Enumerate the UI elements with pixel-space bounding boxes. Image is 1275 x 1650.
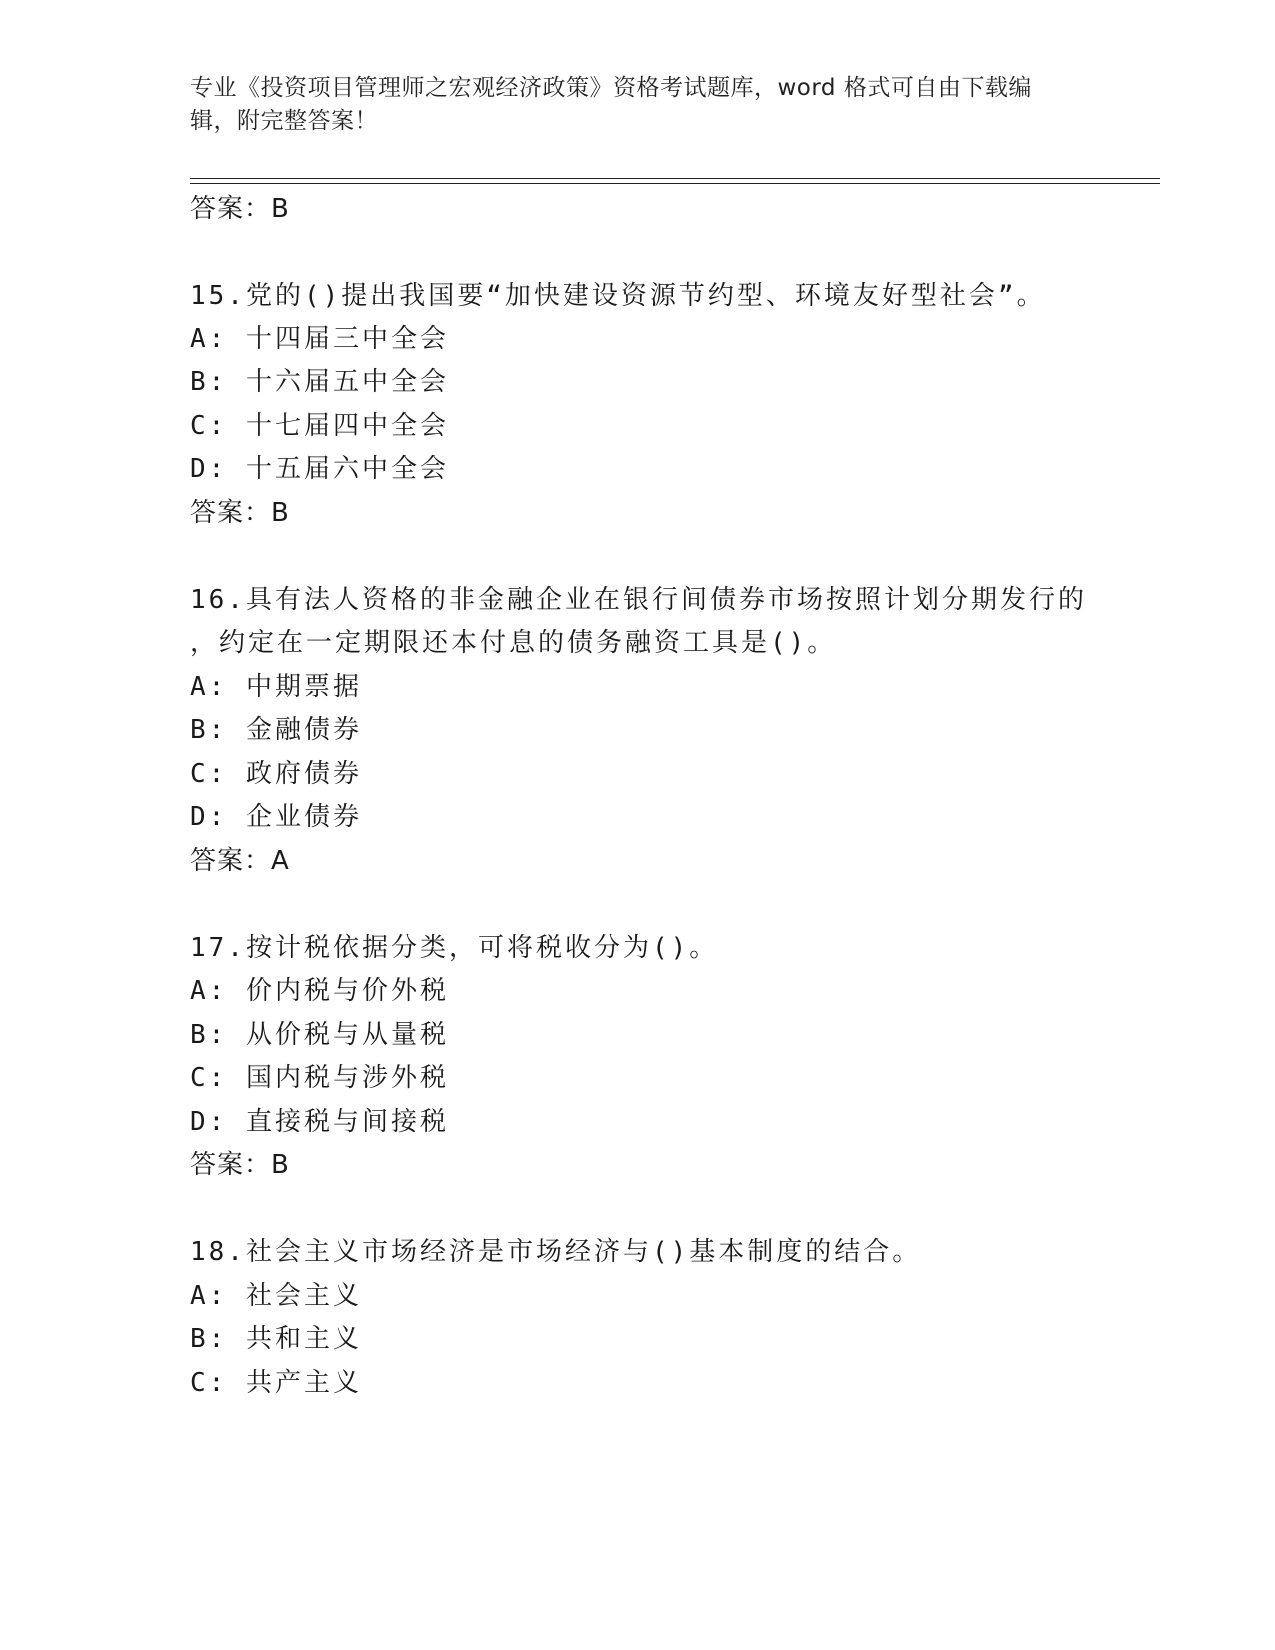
option-a: A: 社会主义 xyxy=(190,1281,362,1311)
question-stem: 15.党的()提出我国要“加快建设资源节约型、环境友好型社会”。 xyxy=(190,281,1046,311)
option-a: A: 十四届三中全会 xyxy=(190,324,449,354)
option-b: B: 从价税与从量税 xyxy=(190,1020,449,1050)
option-b: B: 金融债券 xyxy=(190,715,362,745)
option-b: B: 十六届五中全会 xyxy=(190,367,449,397)
question-stem: 16.具有法人资格的非金融企业在银行间债券市场按照计划分期发行的 xyxy=(190,585,1087,615)
option-b: B: 共和主义 xyxy=(190,1324,362,1354)
answer-line: 答案：B xyxy=(190,194,290,224)
answer-line: 答案：A xyxy=(190,846,290,876)
option-c: C: 国内税与涉外税 xyxy=(190,1063,449,1093)
document-header: 专业《投资项目管理师之宏观经济政策》资格考试题库，word 格式可自由下载编辑，附完整答案！ xyxy=(190,75,1032,134)
question-stem: 18.社会主义市场经济是市场经济与()基本制度的结合。 xyxy=(190,1237,922,1267)
option-c: C: 十七届四中全会 xyxy=(190,411,449,441)
question-stem-continued: ，约定在一定期限还本付息的债务融资工具是()。 xyxy=(190,628,837,658)
header-divider xyxy=(190,178,1160,179)
option-d: D: 企业债券 xyxy=(190,802,362,832)
option-a: A: 中期票据 xyxy=(190,672,362,702)
option-c: C: 政府债券 xyxy=(190,759,362,789)
answer-line: 答案：B xyxy=(190,498,290,528)
option-a: A: 价内税与价外税 xyxy=(190,976,449,1006)
answer-line: 答案：B xyxy=(190,1150,290,1180)
option-d: D: 十五届六中全会 xyxy=(190,454,449,484)
header-divider-second xyxy=(190,183,1160,184)
question-stem: 17.按计税依据分类，可将税收分为()。 xyxy=(190,933,719,963)
option-d: D: 直接税与间接税 xyxy=(190,1107,449,1137)
option-c: C: 共产主义 xyxy=(190,1368,362,1398)
